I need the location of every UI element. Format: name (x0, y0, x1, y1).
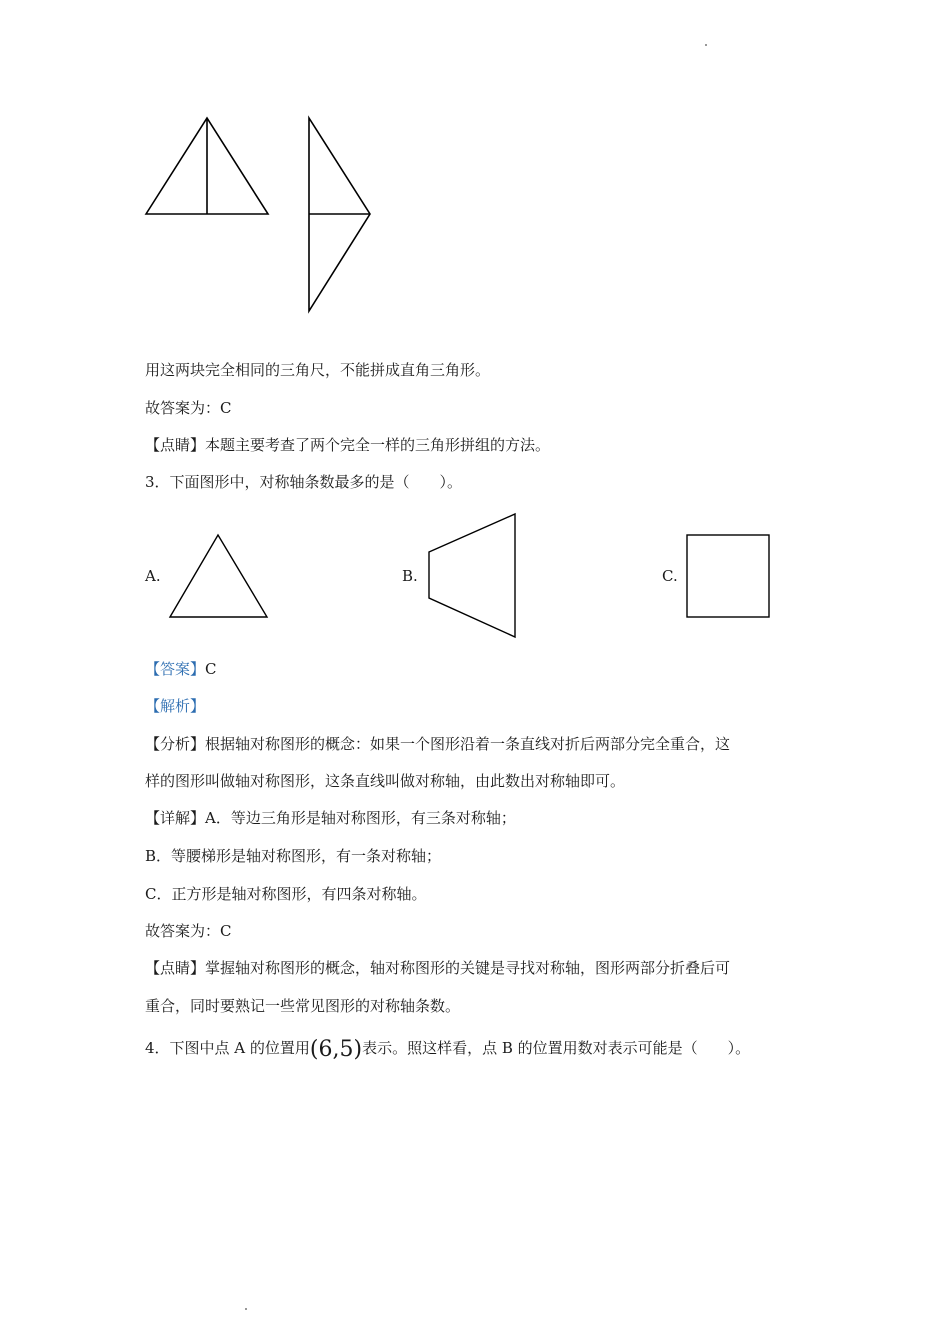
q4-stem-before: 4．下图中点 A 的位置用 (145, 1039, 310, 1057)
answer-tag: 【答案】 (145, 660, 206, 678)
comment-tag: 【点睛】 (145, 436, 206, 454)
q3-comment-line-2: 重合，同时要熟记一些常见图形的对称轴条数。 (145, 997, 461, 1015)
option-b-label: B. (402, 567, 418, 585)
answer-value: C (205, 660, 217, 678)
q3-stem: 3．下面图形中，对称轴条数最多的是（ ）。 (145, 473, 463, 491)
q3-comment-text-1: 掌握轴对称图形的概念，轴对称图形的关键是寻找对称轴，图形两部分折叠后可 (205, 959, 731, 977)
option-a-triangle (165, 532, 275, 622)
detail-line-b: B．等腰梯形是轴对称图形，有一条对称轴； (145, 847, 442, 865)
fenxi-text-1: 根据轴对称图形的概念：如果一个图形沿着一条直线对折后两部分完全重合，这 (205, 735, 731, 753)
q3-final-answer: 故答案为：C (145, 922, 232, 940)
q4-coord: (6,5) (309, 1037, 363, 1062)
option-b-trapezoid (425, 510, 525, 640)
fenxi-line-2: 样的图形叫做轴对称图形，这条直线叫做对称轴，由此数出对称轴即可。 (145, 772, 626, 790)
detail-line-c: C．正方形是轴对称图形，有四条对称轴。 (145, 885, 427, 903)
triangle-combo-figure (140, 114, 380, 314)
kite-combo (309, 118, 370, 311)
detail-line-a (145, 808, 516, 828)
detail-tag: 【详解】 (145, 809, 206, 827)
option-c-label: C. (662, 567, 678, 585)
q2-comment (145, 435, 550, 455)
combo-statement: 用这两块完全相同的三角尺，不能拼成直角三角形。 (145, 361, 491, 379)
option-a-label: A. (145, 567, 161, 585)
answer-line-1: 故答案为：C (145, 399, 232, 417)
fenxi-line-1 (145, 734, 730, 754)
q3-answer (145, 659, 217, 679)
comment-text: 本题主要考查了两个完全一样的三角形拼组的方法。 (205, 436, 551, 454)
q4-stem (145, 1038, 750, 1060)
corner-dot (705, 44, 707, 46)
fenxi-tag: 【分析】 (145, 735, 206, 753)
q4-stem-after: 表示。照这样看，点 B 的位置用数对表示可能是（ ）。 (362, 1039, 751, 1057)
q3-comment-line-1 (145, 958, 730, 978)
q3-comment-tag: 【点睛】 (145, 959, 206, 977)
isosceles-combo (146, 118, 268, 214)
detail-a-text: A．等边三角形是轴对称图形，有三条对称轴； (205, 809, 516, 827)
footer-dot (245, 1308, 247, 1310)
analysis-tag: 【解析】 (145, 697, 206, 715)
option-c-square (685, 532, 775, 622)
